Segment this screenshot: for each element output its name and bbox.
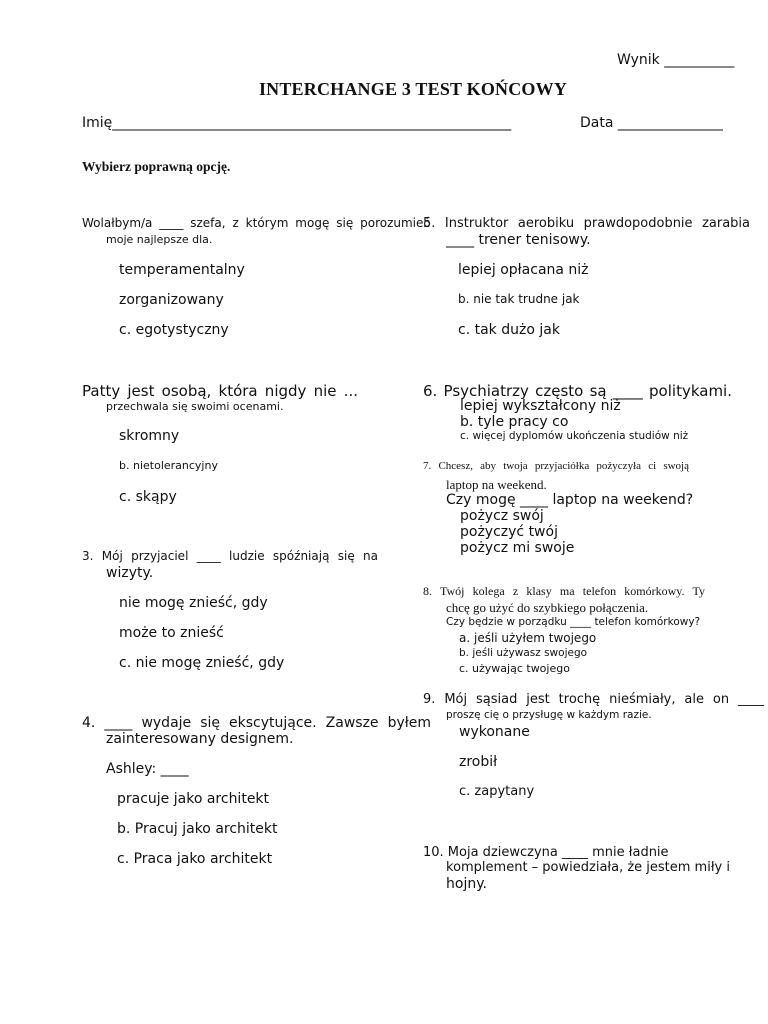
question-text: 3. Mój przyjaciel ____ ludzie spóźniają się na [82,549,378,563]
question-text-continued: moje najlepsze dla. [106,233,213,246]
name-field[interactable]: Imię_________________________________________________________ [82,115,512,131]
option-a[interactable]: pracuje jako architekt [117,791,270,807]
question-text-continued: proszę cię o przysługę w każdym razie. [446,709,652,721]
option-c[interactable]: c. zapytany [459,784,535,799]
question-text-continued: przechwala się swoimi ocenami. [106,400,284,413]
option-c[interactable]: c. nie mogę znieść, gdy [119,655,285,671]
option-c[interactable]: pożycz mi swoje [460,540,575,556]
option-c[interactable]: c. tak dużo jak [458,322,560,338]
question-text-sub: Czy będzie w porządku ____ telefon komórkowy? [446,616,701,628]
instruction: Wybierz poprawną opcję. [82,159,231,174]
option-c[interactable]: c. używając twojego [459,662,570,675]
page-title: INTERCHANGE 3 TEST KOŃCOWY [258,79,568,99]
option-a[interactable]: skromny [119,428,180,444]
score-field[interactable]: Wynik __________ [617,52,735,68]
option-b[interactable]: b. Pracuj jako architekt [117,821,278,837]
option-c[interactable]: c. więcej dyplomów ukończenia studiów niż [460,430,689,442]
question-text: 7. Chcesz, aby twoja przyjaciółka pożyczyła ci swoją [423,460,689,472]
dialogue-line: Ashley: ____ [106,761,189,777]
question-text: 6. Psychiatrzy często są ____ politykami. [423,382,732,400]
option-a[interactable]: nie mogę znieść, gdy [119,595,268,611]
option-b[interactable]: zrobił [459,754,498,770]
question-text-continued: laptop na weekend. [446,477,547,492]
question-text: Patty jest osobą, która nigdy nie ... [82,382,358,400]
question-text: 4. ____ wydaje się ekscytujące. Zawsze byłem [82,715,431,731]
date-field[interactable]: Data _______________ [580,115,723,131]
option-c[interactable]: c. Praca jako architekt [117,851,273,867]
question-text-continued-2: hojny. [446,876,487,892]
option-c[interactable]: c. skąpy [119,489,177,505]
option-b[interactable]: może to znieść [119,625,224,641]
question-text-continued: ____ trener tenisowy. [446,232,591,248]
option-b[interactable]: b. nietolerancyjny [119,459,218,472]
option-b[interactable]: pożyczyć twój [460,524,558,540]
option-b[interactable]: zorganizowany [119,292,224,308]
question-text: 9. Mój sąsiad jest trochę nieśmiały, ale on ____ [423,692,764,707]
option-a[interactable]: lepiej wykształcony niż [460,398,621,414]
question-text: 5. Instruktor aerobiku prawdopodobnie zarabia [423,216,750,231]
option-c[interactable]: c. egotystyczny [119,322,229,338]
option-b[interactable]: b. jeśli używasz swojego [459,647,588,659]
option-b[interactable]: b. nie tak trudne jak [458,292,580,306]
question-text-continued: wizyty. [106,565,154,581]
question-text: Wolałbym/a ____ szefa, z którym mogę się porozumieć [82,216,430,230]
question-text: 10. Moja dziewczyna ____ mnie ładnie [423,845,669,860]
option-a[interactable]: lepiej opłacana niż [458,262,589,278]
question-text-continued: chcę go użyć do szybkiego połączenia. [446,600,649,615]
option-a[interactable]: pożycz swój [460,508,544,524]
question-text-continued: komplement – powiedziała, że jestem miły i [446,860,730,875]
dialogue-line: Czy mogę ____ laptop na weekend? [446,492,694,508]
option-a[interactable]: a. jeśli użyłem twojego [459,631,597,645]
option-a[interactable]: temperamentalny [119,262,245,278]
question-text: 8. Twój kolega z klasy ma telefon komórkowy. Ty [423,584,705,598]
option-a[interactable]: wykonane [459,724,530,740]
question-text-continued: zainteresowany designem. [106,731,294,747]
option-b[interactable]: b. tyle pracy co [460,414,569,430]
